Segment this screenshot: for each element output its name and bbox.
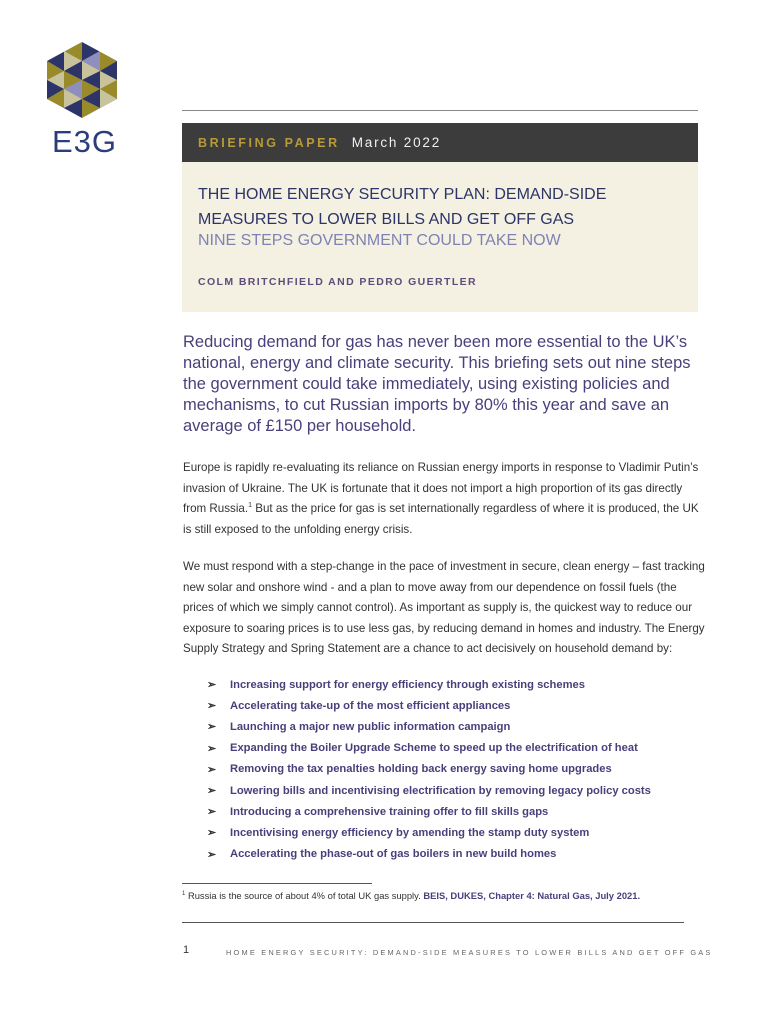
arrow-bullet-icon: ➢ — [207, 700, 217, 713]
list-item — [207, 780, 651, 801]
footnote — [182, 890, 640, 901]
steps-list — [207, 674, 651, 865]
arrow-bullet-icon: ➢ — [207, 827, 217, 840]
body-paragraph-1-text-b: But as the price for gas is set internationally regardless of where it is produced, the UK is still exposed to the unfolding energy crisis. — [183, 502, 699, 536]
arrow-bullet-icon: ➢ — [207, 763, 217, 776]
list-item-text: Removing the tax penalties holding back energy saving home upgrades — [230, 763, 612, 776]
e3g-logo-text: E3G — [52, 124, 118, 159]
list-item-text: Incentivising energy efficiency by amending the stamp duty system — [230, 826, 590, 839]
arrow-bullet-icon: ➢ — [207, 721, 217, 734]
list-item — [207, 738, 651, 759]
authors: COLM BRITCHFIELD AND PEDRO GUERTLER — [198, 276, 478, 288]
footer-rule — [182, 922, 684, 923]
list-item-text: Accelerating the phase-out of gas boilers in new build homes — [230, 848, 557, 861]
list-item — [207, 695, 651, 716]
body-paragraph-1-text-a: Europe is rapidly re-evaluating its reliance on Russian energy imports in response to Vladimir Putin’s invasion of Ukraine. The UK is fortunate that it does not import a high proportion of its gas directly from Russia. — [183, 461, 699, 515]
running-title: HOME ENERGY SECURITY: DEMAND-SIDE MEASURES TO LOWER BILLS AND GET OFF GAS — [226, 948, 713, 957]
document-date: March 2022 — [351, 135, 442, 150]
footnote-rule — [182, 883, 372, 884]
list-item — [207, 716, 651, 737]
list-item — [207, 801, 651, 822]
list-item — [207, 674, 651, 695]
list-item-text: Introducing a comprehensive training offer to fill skills gaps — [230, 805, 549, 818]
footnote-source-link[interactable]: BEIS, DUKES, Chapter 4: Natural Gas, July 2021. — [423, 890, 641, 901]
list-item-text: Expanding the Boiler Upgrade Scheme to speed up the electrification of heat — [230, 742, 638, 755]
list-item-text: Launching a major new public information campaign — [230, 720, 511, 733]
arrow-bullet-icon: ➢ — [207, 679, 217, 692]
list-item — [207, 759, 651, 780]
body-paragraph-2: We must respond with a step-change in the pace of investment in secure, clean energy – fast tracking new solar and onshore wind - and a plan to move away from our dependence on fossil fuels (the prices of which we simply cannot control). As important as supply is, the quickest way to reduce our exposure to soaring prices is to use less gas, by reducing demand in homes and industry. The Energy Supply Strategy and Spring Statement are a chance to act decisively on household demand by: — [183, 560, 705, 655]
briefing-header-bar — [182, 123, 698, 162]
hexagon-logo-icon — [44, 42, 120, 118]
footnote-reference[interactable]: 1 — [248, 502, 252, 510]
list-item — [207, 844, 651, 865]
list-item-text: Increasing support for energy efficiency through existing schemes — [230, 678, 585, 691]
list-item-text: Accelerating take-up of the most efficient appliances — [230, 699, 511, 712]
title-box — [182, 162, 698, 312]
arrow-bullet-icon: ➢ — [207, 806, 217, 819]
arrow-bullet-icon: ➢ — [207, 785, 217, 798]
document-title: THE HOME ENERGY SECURITY PLAN: DEMAND-SIDE MEASURES TO LOWER BILLS AND GET OFF GAS — [198, 186, 607, 228]
top-rule — [182, 110, 698, 111]
document-subtitle: NINE STEPS GOVERNMENT COULD TAKE NOW — [198, 232, 561, 249]
lead-paragraph: Reducing demand for gas has never been more essential to the UK’s national, energy and climate security. This briefing sets out nine steps the government could take immediately, using existing policies and mechanisms, to cut Russian imports by 80% this year and save an average of £150 per household. — [183, 333, 691, 435]
arrow-bullet-icon: ➢ — [207, 848, 217, 861]
arrow-bullet-icon: ➢ — [207, 742, 217, 755]
footnote-text: Russia is the source of about 4% of total UK gas supply. — [185, 890, 424, 901]
list-item — [207, 822, 651, 843]
document-type-label: BRIEFING PAPER — [198, 135, 340, 150]
list-item-text: Lowering bills and incentivising electrification by removing legacy policy costs — [230, 784, 651, 797]
e3g-logo-mark — [44, 42, 120, 118]
page-number: 1 — [183, 944, 190, 956]
footnote-number: 1 — [182, 890, 186, 897]
body-paragraph-1 — [183, 458, 705, 540]
